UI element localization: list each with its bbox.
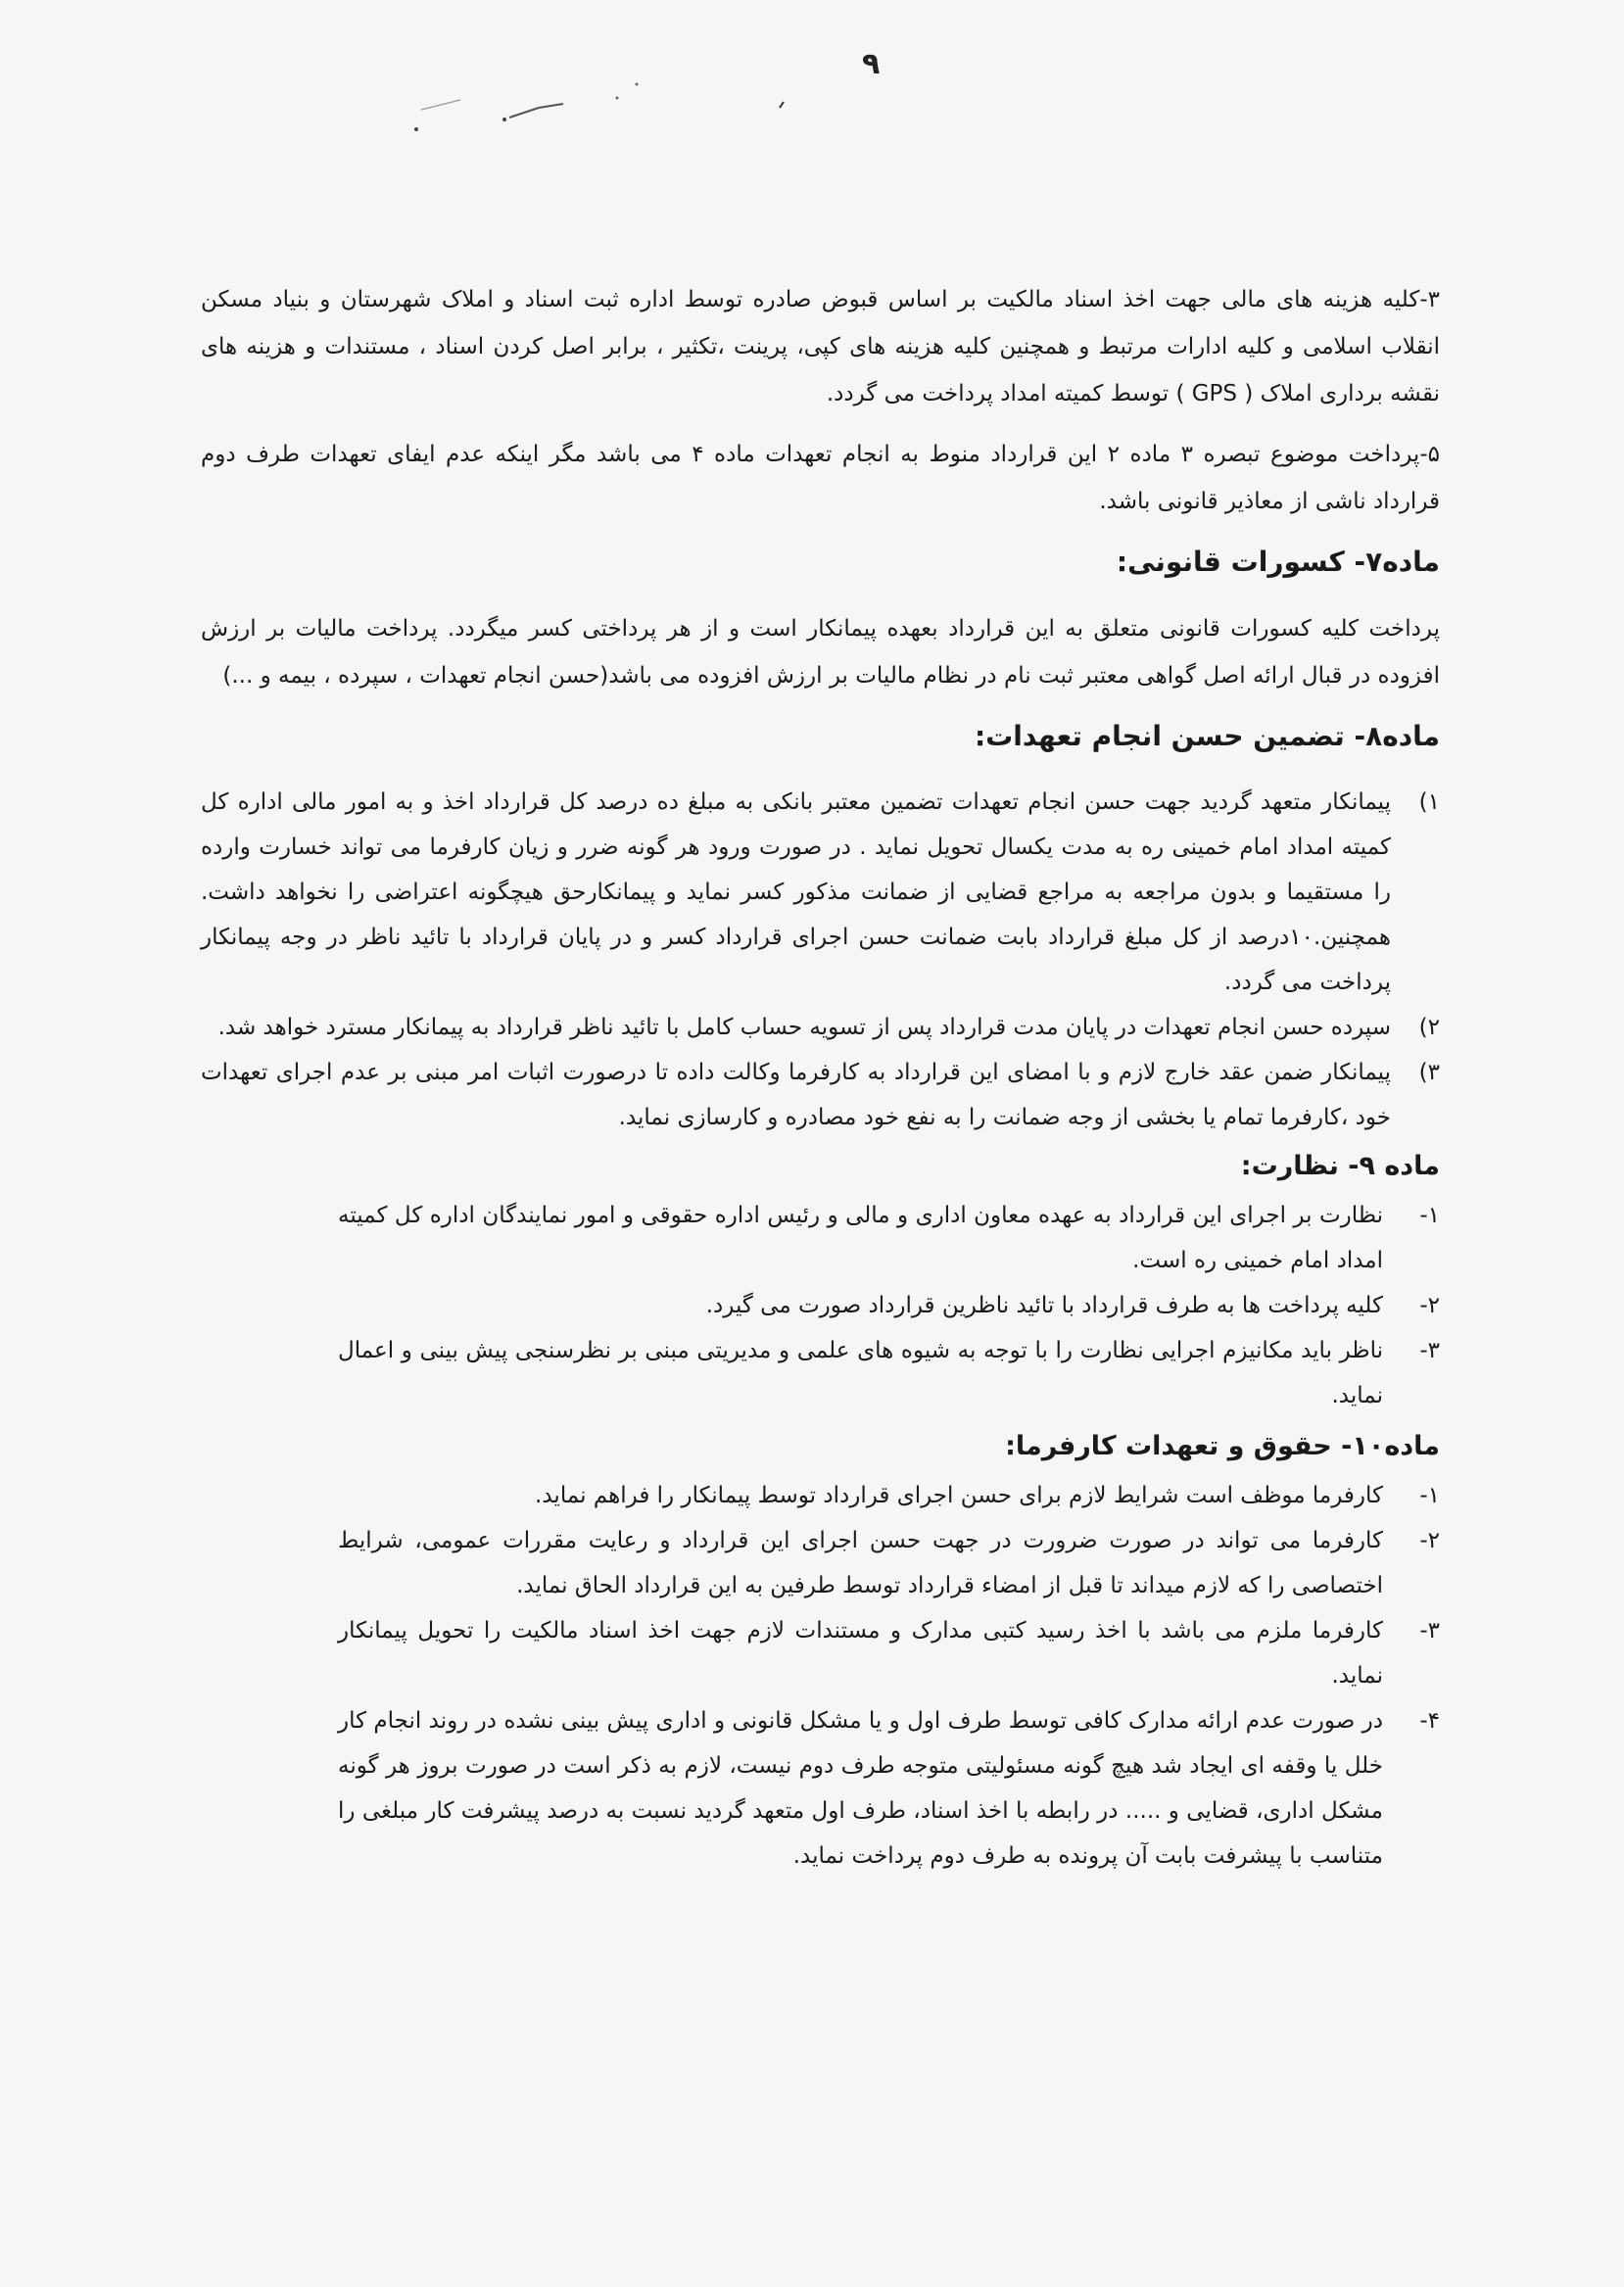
article-10-list xyxy=(201,1473,1440,1879)
list-item xyxy=(338,1518,1440,1608)
item-number: ۲- xyxy=(1419,1293,1440,1318)
list-item xyxy=(338,1283,1440,1328)
item-number: ۳) xyxy=(1418,1060,1440,1085)
item-number: ۱- xyxy=(1419,1203,1440,1228)
item-text: کارفرما می تواند در صورت ضرورت در جهت حسن اجرای این قرارداد و رعایت مقررات عمومی، شرایط اختصاصی را که لازم میداند تا قبل از امضاء قرارداد توسط طرفین به این قرارداد الحاق نماید. xyxy=(338,1528,1383,1598)
item-number: ۲) xyxy=(1418,1015,1440,1040)
list-item xyxy=(338,1608,1440,1698)
article-8-list xyxy=(201,780,1440,1140)
item-text: در صورت عدم ارائه مدارک کافی توسط طرف اول و یا مشکل قانونی و اداری پیش بینی نشده در روند انجام کار خلل یا وقفه ای ایجاد شد هیچ گونه مسئولیتی متوجه طرف دوم نیست، لازم به ذکر است در صورت بروز هر گونه مشکل اداری، قضایی و ..... در رابطه با اخذ اسناد، طرف اول متعهد گردید نسبت به درصد پیشرفت کار مبلغی را متناسب با پیشرفت بابت آن پرونده به طرف دوم پرداخت نماید. xyxy=(338,1708,1383,1869)
list-item xyxy=(201,1005,1440,1050)
article-10-title: ماده۱۰- حقوق و تعهدات کارفرما: xyxy=(1005,1431,1440,1461)
item-number: ۲- xyxy=(1419,1528,1440,1553)
item-number: ۳- xyxy=(1419,1618,1440,1644)
item-text: کارفرما موظف است شرایط لازم برای حسن اجرای قرارداد توسط پیمانکار را فراهم نماید. xyxy=(535,1483,1383,1508)
article-9-title: ماده ۹- نظارت: xyxy=(1240,1151,1440,1181)
article-7-title: ماده۷- کسورات قانونی: xyxy=(1116,546,1440,578)
item-number: ۱- xyxy=(1419,1483,1440,1508)
item-number: ۳- xyxy=(1419,1338,1440,1363)
item-text: پیمانکار متعهد گردید جهت حسن انجام تعهدات تضمین معتبر بانکی به مبلغ ده درصد کل قرارداد اخذ و به امور مالی اداره کل کمیته امداد امام خمینی ره به مدت یکسال تحویل نماید . در صورت ورود هر گونه ضرر و زیان کارفرما می تواند خسارت وارده را مستقیما و بدون مراجعه به مراجع قضایی از ضمانت مذکور کسر نماید و پیمانکارحق هیچگونه اعتراضی را نخواهد داشت. همچنین.۱۰درصد از کل مبلغ قرارداد بابت ضمانت حسن اجرای قرارداد کسر و در پایان قرارداد با تائید ناظر در وجه پیمانکار پرداخت می گردد. xyxy=(201,789,1391,995)
item-number: ۴- xyxy=(1419,1708,1440,1734)
page-number: ۹ xyxy=(862,47,881,81)
list-item xyxy=(338,1698,1440,1879)
list-item xyxy=(201,1050,1440,1140)
item-text: ناظر باید مکانیزم اجرایی نظارت را با توجه به شیوه های علمی و مدیریتی مبنی بر نظرسنجی پیش بینی و اعمال نماید. xyxy=(338,1338,1383,1408)
article-7-body: پرداخت کلیه کسورات قانونی متعلق به این قرارداد بعهده پیمانکار است و از هر پرداختی کسر میگردد. پرداخت مالیات بر ارزش افزوده در قبال ارائه اصل گواهی معتبر ثبت نام در نظام مالیات بر ارزش افزوده می باشد(حسن انجام تعهدات ، سپرده ، بیمه و ...) xyxy=(201,616,1440,689)
item-text: کلیه پرداخت ها به طرف قرارداد با تائید ناظرین قرارداد صورت می گیرد. xyxy=(705,1293,1383,1318)
item-text: سپرده حسن انجام تعهدات در پایان مدت قرارداد پس از تسویه حساب کامل با تائید ناظر قرارداد به پیمانکار مسترد خواهد شد. xyxy=(217,1015,1391,1040)
document-body xyxy=(201,276,1440,1884)
item-number: ۱) xyxy=(1418,789,1440,815)
article-9-list xyxy=(201,1193,1440,1418)
list-item xyxy=(338,1193,1440,1283)
article-8-title: ماده۸- تضمین حسن انجام تعهدات: xyxy=(974,720,1440,752)
list-item xyxy=(338,1473,1440,1518)
paragraph-fee-coverage: ۳-کلیه هزینه های مالی جهت اخذ اسناد مالکیت بر اساس قبوض صادره توسط اداره ثبت اسناد و املاک شهرستان و بنیاد مسکن انقلاب اسلامی و کلیه ادارات مرتبط و همچنین کلیه هزینه های کپی، پرینت ،تکثیر ، برابر اصل کردن اسناد ، مستندات و هزینه های نقشه برداری املاک ( GPS ) توسط کمیته امداد پرداخت می گردد. xyxy=(201,287,1440,406)
item-text: پیمانکار ضمن عقد خارج لازم و با امضای این قرارداد به کارفرما وکالت داده تا درصورت اثبات امر مبنی بر عدم اجرای تعهدات خود ،کارفرما تمام یا بخشی از وجه ضمانت را به نفع خود مصادره و کارسازی نماید. xyxy=(201,1060,1391,1130)
list-item xyxy=(338,1328,1440,1418)
item-text: کارفرما ملزم می باشد با اخذ رسید کتبی مدارک و مستندات لازم جهت اخذ اسناد مالکیت را تحویل پیمانکار نماید. xyxy=(338,1618,1383,1689)
scan-artifact-marks xyxy=(402,78,833,137)
list-item xyxy=(201,780,1440,1005)
item-text: نظارت بر اجرای این قرارداد به عهده معاون اداری و مالی و رئیس اداره حقوقی و امور نمایندگان اداره کل کمیته امداد امام خمینی ره است. xyxy=(338,1203,1383,1273)
paragraph-payment-condition: ۵-پرداخت موضوع تبصره ۳ ماده ۲ این قرارداد منوط به انجام تعهدات ماده ۴ می باشد مگر اینکه عدم ایفای تعهدات طرف دوم قرارداد ناشی از معاذیر قانونی باشد. xyxy=(201,442,1440,514)
